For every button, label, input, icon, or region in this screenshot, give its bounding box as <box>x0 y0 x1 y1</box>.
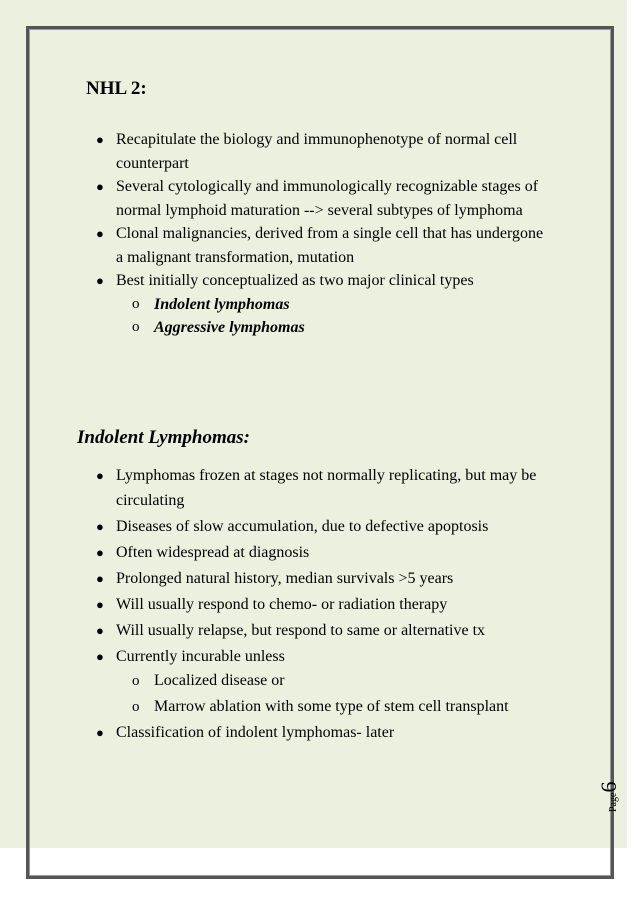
indolent-bullet-list <box>96 464 556 747</box>
list-item: ● Often widespread at diagnosis <box>96 541 556 566</box>
list-item: ● Classification of indolent lymphomas- later <box>96 721 556 746</box>
list-item: ● Best initially conceptualized as two major clinical types o Indolent lymphomas o Aggressive lymphomas <box>96 269 546 340</box>
bullet-icon: ● <box>96 648 104 664</box>
sub-list-item: o Localized disease or <box>96 669 556 694</box>
page-number-label <box>596 782 622 812</box>
section-heading-nhl2: NHL 2: <box>86 78 147 99</box>
bullet-icon: ● <box>96 518 104 534</box>
circle-bullet-icon: o <box>132 295 140 312</box>
sub-list <box>96 293 546 340</box>
page-word: Page <box>608 792 619 812</box>
bullet-icon: ● <box>96 179 104 194</box>
bullet-icon: ● <box>96 570 104 586</box>
page-number: 6 <box>596 781 621 793</box>
circle-bullet-icon: o <box>132 673 140 689</box>
bullet-icon: ● <box>96 622 104 638</box>
bullet-icon: ● <box>96 596 104 612</box>
list-item: ● Lymphomas frozen at stages not normally replicating, but may be circulating <box>96 464 556 513</box>
bullet-icon: ● <box>96 273 104 288</box>
list-item: ● Recapitulate the biology and immunophenotype of normal cell counterpart <box>96 128 546 175</box>
list-item: ● Prolonged natural history, median survivals >5 years <box>96 567 556 592</box>
list-item: ● Diseases of slow accumulation, due to defective apoptosis <box>96 515 556 540</box>
sub-list <box>96 669 556 720</box>
bullet-icon: ● <box>96 544 104 560</box>
circle-bullet-icon: o <box>132 699 140 715</box>
sub-list-item: o Indolent lymphomas <box>96 293 546 317</box>
circle-bullet-icon: o <box>132 319 140 335</box>
bullet-icon: ● <box>96 226 104 241</box>
list-item: ● Will usually relapse, but respond to same or alternative tx <box>96 619 556 644</box>
list-item: ● Clonal malignancies, derived from a single cell that has undergone a malignant transformation, mutation <box>96 222 546 269</box>
bullet-icon: ● <box>96 468 104 483</box>
nhl2-bullet-list <box>96 128 546 340</box>
section-heading-indolent-lymphomas: Indolent Lymphomas: <box>77 427 250 448</box>
list-item: ● Will usually respond to chemo- or radiation therapy <box>96 593 556 618</box>
list-item: ● Currently incurable unless o Localized disease or o Marrow ablation with some type of stem cell transplant <box>96 645 556 720</box>
bullet-icon: ● <box>96 132 104 147</box>
list-item: ● Several cytologically and immunologically recognizable stages of normal lymphoid maturation --> several subtypes of lymphoma <box>96 175 546 222</box>
sub-list-item: o Aggressive lymphomas <box>96 316 546 340</box>
sub-list-item: o Marrow ablation with some type of stem cell transplant <box>96 695 556 720</box>
bullet-icon: ● <box>96 725 104 740</box>
